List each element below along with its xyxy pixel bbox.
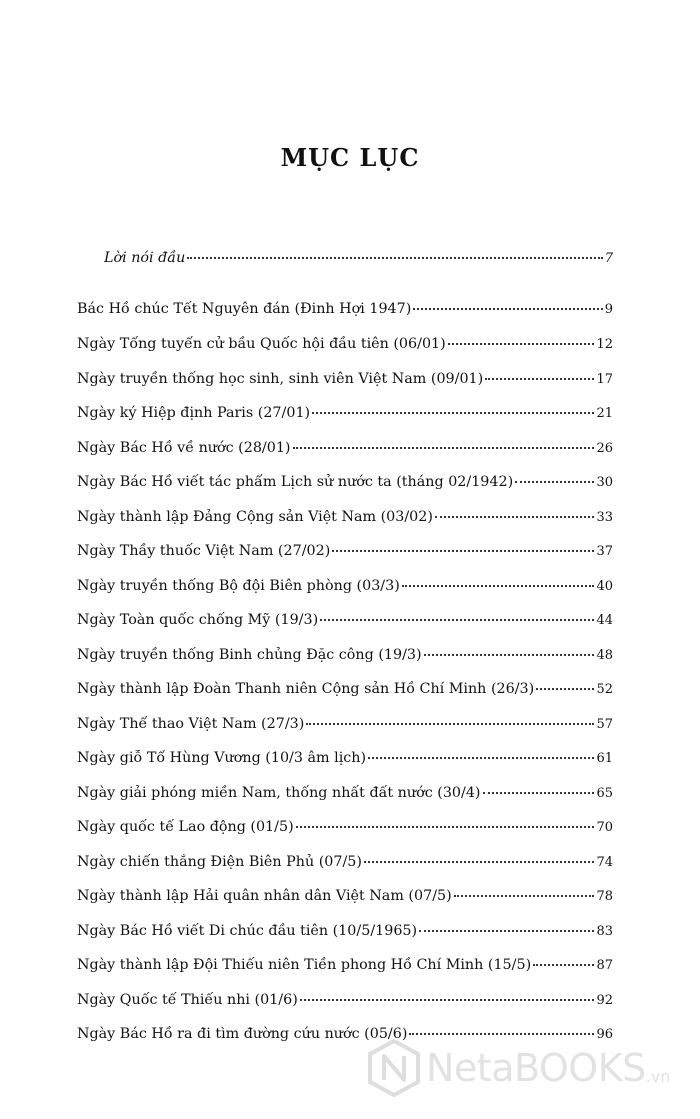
toc-entry-page: 7: [604, 251, 613, 266]
page-title: MỤC LỤC: [280, 143, 420, 172]
toc-entry-page: 33: [596, 510, 613, 525]
toc-entry-page: 65: [596, 786, 613, 801]
toc-entry-page: 83: [596, 924, 613, 939]
dot-leader: [483, 791, 595, 794]
watermark-brand: NetaBOOKS: [426, 1046, 646, 1090]
toc-entry-label: Ngày giỗ Tổ Hùng Vương (10/3 âm lịch): [77, 750, 367, 766]
toc-entry-label: Ngày truyền thống Bộ đội Biên phòng (03/3): [77, 578, 400, 594]
toc-entry-label: Ngày Toàn quốc chống Mỹ (19/3): [77, 612, 319, 628]
toc-entry-page: 70: [596, 820, 613, 835]
toc-entry-page: 78: [596, 889, 613, 904]
toc-entry-page: 92: [596, 993, 613, 1008]
toc-entry-label: Ngày giải phóng miền Nam, thống nhất đất nước (30/4): [77, 785, 481, 801]
toc-entry-label: Ngày thành lập Đoàn Thanh niên Cộng sản Hồ Chí Minh (26/3): [77, 681, 535, 697]
toc-entry-label: Ngày thành lập Hải quân nhân dân Việt Nam (07/5): [77, 888, 452, 904]
toc-entry[interactable]: [77, 957, 613, 981]
dot-leader: [435, 515, 594, 518]
toc-entry[interactable]: [77, 440, 613, 464]
toc-entry-label: Ngày Thầy thuốc Việt Nam (27/02): [77, 543, 331, 559]
dot-leader: [296, 825, 595, 828]
dot-leader: [293, 446, 595, 449]
toc-entry[interactable]: [77, 785, 613, 809]
dot-leader: [320, 618, 594, 621]
dot-leader: [300, 998, 595, 1001]
dot-leader: [402, 584, 595, 587]
toc-entry[interactable]: [77, 716, 613, 740]
toc-entry-label: Ngày Quốc tế Thiếu nhi (01/6): [77, 992, 298, 1008]
toc-entry-page: 40: [596, 579, 613, 594]
dot-leader: [364, 860, 594, 863]
toc-entry-label: Ngày thành lập Đội Thiếu niên Tiền phong Hồ Chí Minh (15/5): [77, 957, 532, 973]
watermark-tld: .vn: [645, 1067, 671, 1086]
dot-leader: [536, 687, 594, 690]
toc-entry-label: Ngày Thể thao Việt Nam (27/3): [77, 716, 305, 732]
toc-entry-label: Ngày Bác Hồ viết tác phẩm Lịch sử nước ta (tháng 02/1942): [77, 474, 514, 490]
dot-leader: [187, 256, 602, 259]
toc-entry-page: 21: [596, 406, 613, 421]
dot-leader: [454, 894, 595, 897]
toc-entry[interactable]: [77, 336, 613, 360]
toc-entry-label: Ngày truyền thống Binh chủng Đặc công (19/3): [77, 647, 422, 663]
toc-entry-label: Ngày thành lập Đảng Cộng sản Việt Nam (03/02): [77, 509, 433, 525]
dot-leader: [312, 411, 594, 414]
toc-entry[interactable]: [77, 750, 613, 774]
toc-entry-page: 48: [596, 648, 613, 663]
dot-leader: [533, 963, 594, 966]
toc-entry-label: Ngày chiến thắng Điện Biên Phủ (07/5): [77, 854, 362, 870]
toc-entry-label: Lời nói đầu: [104, 250, 186, 266]
toc-entry-page: 26: [596, 441, 613, 456]
toc-entry[interactable]: [77, 301, 613, 325]
dot-leader: [448, 342, 595, 345]
toc-entry-label: Ngày truyền thống học sinh, sinh viên Việt Nam (09/01): [77, 371, 484, 387]
toc-entry[interactable]: [77, 405, 613, 429]
toc-entry[interactable]: [77, 509, 613, 533]
toc-entry[interactable]: [77, 854, 613, 878]
toc-entry[interactable]: [77, 578, 613, 602]
dot-leader: [419, 929, 594, 932]
dot-leader: [368, 756, 594, 759]
toc-entry[interactable]: [77, 647, 613, 671]
toc-entry-page: 44: [596, 613, 613, 628]
toc-entry-page: 61: [596, 751, 613, 766]
toc-entry-page: 17: [596, 372, 613, 387]
toc-entry[interactable]: [77, 923, 613, 947]
toc-entry-page: 9: [604, 302, 613, 317]
toc-entry[interactable]: [77, 371, 613, 395]
toc-entry-page: 37: [596, 544, 613, 559]
toc-entry-label: Bác Hồ chúc Tết Nguyên đán (Đinh Hợi 1947): [77, 301, 412, 317]
toc-entry-page: 96: [596, 1027, 613, 1042]
netabooks-logo-icon: [366, 1038, 422, 1098]
toc-entry-intro[interactable]: [104, 250, 613, 274]
toc-entry-page: 74: [596, 855, 613, 870]
dot-leader: [413, 307, 602, 310]
toc-entry-page: 12: [596, 337, 613, 352]
toc-entry-page: 87: [596, 958, 613, 973]
dot-leader: [424, 653, 595, 656]
dot-leader: [409, 1032, 594, 1035]
toc-entry-page: 30: [596, 475, 613, 490]
toc-entry[interactable]: [77, 888, 613, 912]
toc-entry-label: Ngày Bác Hồ về nước (28/01): [77, 440, 291, 456]
toc-entry[interactable]: [77, 543, 613, 567]
netabooks-watermark: [366, 1038, 670, 1098]
toc-entry[interactable]: [77, 612, 613, 636]
dot-leader: [332, 549, 594, 552]
dot-leader: [515, 480, 594, 483]
dot-leader: [306, 722, 594, 725]
toc-entry[interactable]: [77, 992, 613, 1016]
toc-entry-label: Ngày Bác Hồ viết Di chúc đầu tiên (10/5/1965): [77, 923, 418, 939]
toc-entry-page: 57: [596, 717, 613, 732]
toc-entry[interactable]: [77, 681, 613, 705]
dot-leader: [485, 377, 594, 380]
toc-entry[interactable]: [77, 474, 613, 498]
toc-entry[interactable]: [77, 819, 613, 843]
toc-entry-label: Ngày ký Hiệp định Paris (27/01): [77, 405, 311, 421]
toc-entry-label: Ngày Tổng tuyển cử bầu Quốc hội đầu tiên (06/01): [77, 336, 446, 352]
toc-entry-page: 52: [596, 682, 613, 697]
toc-entry-label: Ngày quốc tế Lao động (01/5): [77, 819, 294, 835]
toc-entry-label: Ngày Bác Hồ ra đi tìm đường cứu nước (05/6): [77, 1026, 408, 1042]
